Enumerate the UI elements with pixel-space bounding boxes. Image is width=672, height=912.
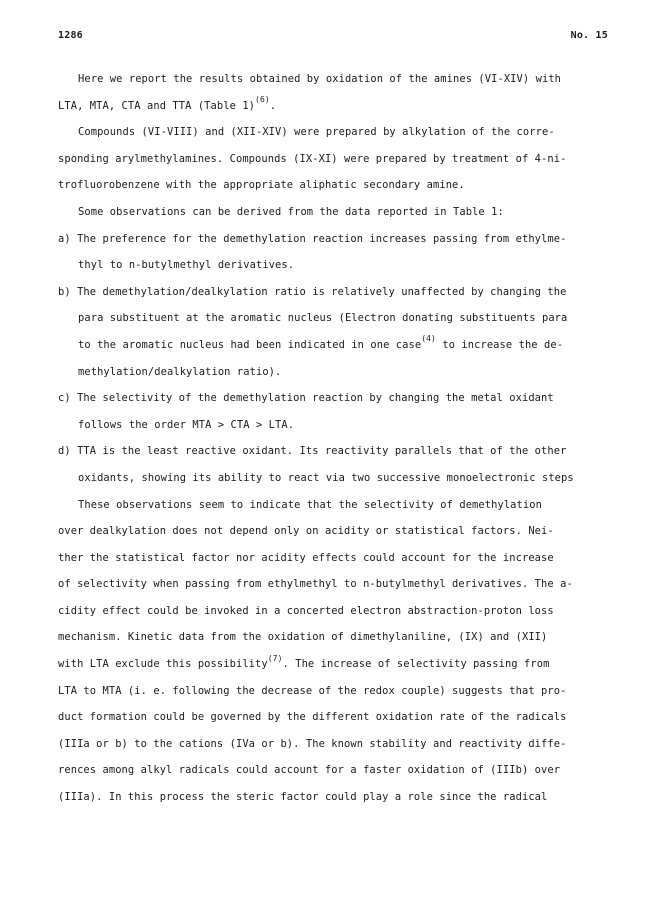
paragraph-4-line-5: cidity effect could be invoked in a concerted electron abstraction-proton loss [58,604,554,617]
paragraph-4-line-3: ther the statistical factor nor acidity effects could account for the increase [58,551,554,564]
paragraph-4-line-2: over dealkylation does not depend only on acidity or statistical factors. Nei- [58,525,554,538]
list-item-b-line-4: methylation/dealkylation ratio). [78,365,282,378]
list-item-a-line-1: a) The preference for the demethylation reaction increases passing from ethylme- [58,232,567,245]
paragraph-3-line-1: Some observations can be derived from the data reported in Table 1: [78,205,504,218]
paragraph-4-line-6: mechanism. Kinetic data from the oxidation of dimethylaniline, (IX) and (XII) [58,631,548,644]
page-number: 1286 [58,30,83,41]
paragraph-4-line-12: (IIIa). In this process the steric factor could play a role since the radical [58,791,548,804]
list-item-b-line-1: b) The demethylation/dealkylation ratio is relatively unaffected by changing the [58,285,567,298]
paragraph-4-line-11: rences among alkyl radicals could account for a faster oxidation of (IIIb) over [58,764,561,777]
list-item-b-line-3 [58,332,614,359]
issue-number: No. 15 [570,30,608,41]
paragraph-4-line-10: (IIIa or b) to the cations (IVa or b). The known stability and reactivity diffe- [58,737,567,750]
paragraph-2-line-1: Compounds (VI-VIII) and (XII-XIV) were prepared by alkylation of the corre- [78,126,555,139]
reference-7-superscript: (7) [267,653,283,663]
paragraph-1-line-2-end: . [269,99,277,112]
paragraph-4-line-8: LTA to MTA (i. e. following the decrease of the redox couple) suggests that pro- [58,684,567,697]
list-item-b-line-3-end: to increase the de- [435,338,564,351]
paragraph-1-line-2 [58,93,614,120]
paragraph-4-line-1: These observations seem to indicate that the selectivity of demethylation [78,498,542,511]
reference-6-superscript: (6) [255,95,270,105]
paragraph-4-line-7-end: . The increase of selectivity passing from [282,658,550,671]
list-item-d-line-1: d) TTA is the least reactive oxidant. Its reactivity parallels that of the other [58,445,567,458]
list-item-c-line-2: follows the order MTA > CTA > LTA. [78,418,295,431]
list-item-c-line-1: c) The selectivity of the demethylation reaction by changing the metal oxidant [58,392,554,405]
paragraph-1-line-2-text: LTA, MTA, CTA and TTA (Table 1) [58,99,256,112]
paragraph-4-line-9: duct formation could be governed by the different oxidation rate of the radicals [58,711,567,724]
list-item-d-line-2: oxidants, showing its ability to react via two successive monoelectronic steps [78,471,574,484]
list-item-b-line-3-text: to the aromatic nucleus had been indicated in one case [78,338,422,351]
paragraph-2-line-3: trofluorobenzene with the appropriate aliphatic secondary amine. [58,179,465,192]
paragraph-4-line-7-text: with LTA exclude this possibility [58,658,268,671]
paragraph-2-line-2: sponding arylmethylamines. Compounds (IX-XI) were prepared by treatment of 4-ni- [58,152,567,165]
article-body [58,66,614,811]
paragraph-4-line-4: of selectivity when passing from ethylmethyl to n-butylmethyl derivatives. The a- [58,578,573,591]
paragraph-4-line-7 [58,651,614,678]
list-item-a-line-2: thyl to n-butylmethyl derivatives. [78,259,295,272]
reference-4-superscript: (4) [421,334,436,344]
list-item-b-line-2: para substituent at the aromatic nucleus (Electron donating substituents para [78,312,568,325]
paragraph-1-line-1: Here we report the results obtained by oxidation of the amines (VI-XIV) with [78,73,562,85]
